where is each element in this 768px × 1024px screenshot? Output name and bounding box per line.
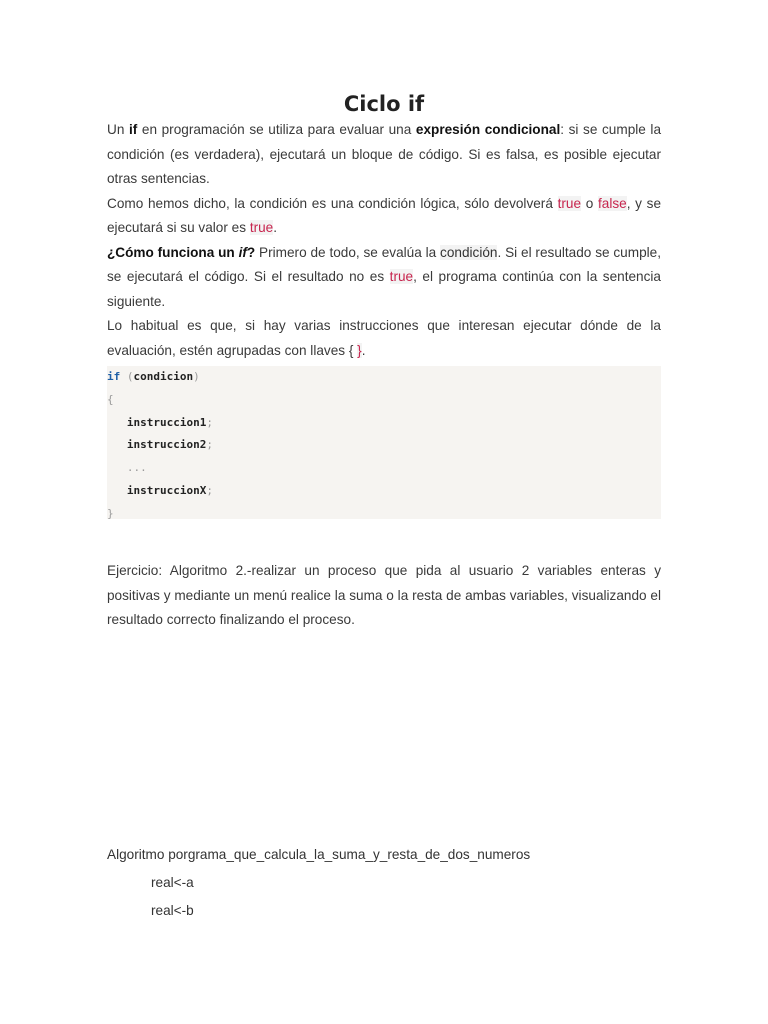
braces-paragraph (107, 314, 661, 363)
bold-conditional-expression: expresión condicional (415, 122, 561, 137)
code-line-instruction-2 (107, 434, 661, 457)
text-span: , el programa continúa con la sentencia siguiente. (107, 269, 661, 309)
code-block (107, 366, 661, 519)
code-semicolon: ; (206, 483, 213, 497)
keyword-true: true (389, 269, 414, 284)
text-span: : si se cumple la condición (es verdadera), ejecutará un bloque de código. Si es falsa, es posible ejecutar otras sentencias. (107, 122, 662, 186)
algorithm-line: real<-b (151, 903, 194, 918)
code-line-instruction-1 (107, 412, 661, 435)
text-span: Lo habitual es que, si hay varias instrucciones que interesan ejecutar dónde de la evaluación, estén agrupadas con llaves { (107, 318, 661, 358)
code-brace-open: { (107, 392, 114, 406)
keyword-true: true (557, 195, 582, 211)
text-span: o (581, 195, 598, 211)
keyword-true: true (249, 220, 274, 235)
code-semicolon: ; (206, 438, 213, 452)
how-it-works-paragraph (107, 241, 661, 315)
bold-italic-if: if (238, 244, 247, 260)
code-line-brace-open (107, 389, 661, 412)
code-brace-close: } (107, 506, 114, 520)
code-semicolon: ; (206, 415, 213, 429)
intro-paragraph (107, 118, 661, 192)
code-line-ellipsis (107, 457, 661, 480)
text-span: Primero de todo, se evalúa la (255, 244, 441, 260)
code-paren-open: ( (126, 370, 134, 383)
page-title: Ciclo if (343, 92, 425, 116)
algorithm-line: real<-a (151, 875, 194, 890)
bold-if: if (128, 122, 138, 137)
code-condition: condicion (133, 370, 194, 383)
code-ellipsis: ... (126, 461, 147, 475)
text-span: , y se ejecutará si su valor es (107, 195, 662, 235)
code-instruction-x: instruccionX (126, 483, 207, 497)
text-span: . (361, 342, 366, 358)
code-keyword-if: if (107, 370, 121, 383)
text-span: . Si el resultado se cumple, se ejecutará el código. Si el resultado no es (107, 244, 661, 284)
algorithm-header: Algoritmo porgrama_que_calcula_la_suma_y_resta_de_dos_numeros (107, 847, 531, 862)
highlight-condition: condición (440, 244, 498, 260)
code-instruction-2: instruccion2 (126, 438, 207, 452)
code-line-if (107, 366, 661, 389)
text-span: en programación se utiliza para evaluar una (137, 122, 416, 137)
condition-paragraph (107, 192, 661, 241)
code-line-brace-close (107, 503, 661, 526)
bold-question-mark: ? (246, 244, 256, 260)
code-instruction-1: instruccion1 (126, 415, 207, 429)
text-span: Como hemos dicho, la condición es una condición lógica, sólo devolverá (107, 195, 558, 211)
exercise-paragraph: Ejercicio: Algoritmo 2.-realizar un proceso que pida al usuario 2 variables enteras y positivas y mediante un menú realice la suma o la resta de ambas variables, visualizando el resultado correcto finalizando el proceso. (107, 563, 661, 627)
text-span: Un (107, 122, 129, 137)
keyword-false: false (597, 195, 627, 211)
code-paren-close: ) (193, 370, 200, 383)
bold-question: ¿Cómo funciona un (107, 244, 239, 260)
text-span: . (273, 220, 278, 235)
brace-close-inline: } (357, 342, 362, 358)
code-line-instruction-x (107, 480, 661, 503)
